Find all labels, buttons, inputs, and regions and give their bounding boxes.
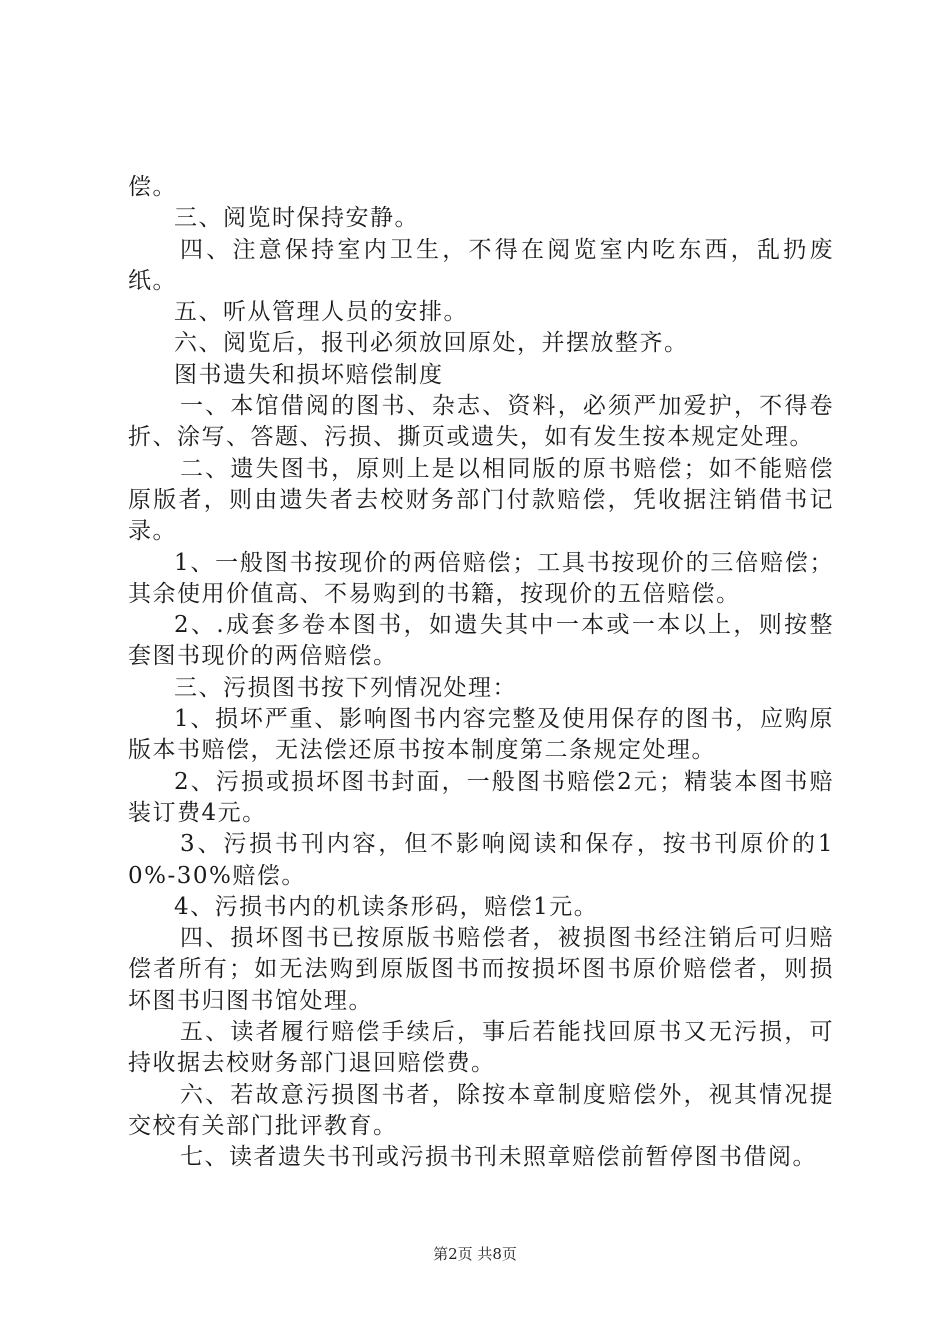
paragraph: 三、污损图书按下列情况处理： bbox=[174, 674, 517, 701]
paragraph: 1、损坏严重、影响图书内容完整及使用保存的图书，应购原版本书赔偿，无法偿还原书按本制度第二条规定处理。 bbox=[128, 706, 834, 764]
paragraph: 4、污损书内的机读条形码，赔偿1元。 bbox=[174, 893, 599, 920]
paragraph: 七、读者遗失书刊或污损书刊未照章赔偿前暂停图书借阅。 bbox=[180, 1144, 817, 1171]
paragraph: 五、听从管理人员的安排。 bbox=[174, 299, 468, 326]
paragraph: 四、注意保持室内卫生，不得在阅览室内吃东西，乱扔废纸。 bbox=[128, 236, 834, 294]
paragraph: 六、阅览后，报刊必须放回原处，并摆放整齐。 bbox=[174, 330, 689, 357]
paragraph: 2、.成套多卷本图书，如遗失其中一本或一本以上，则按整套图书现价的两倍赔偿。 bbox=[128, 612, 834, 670]
paragraph: 3、污损书刊内容，但不影响阅读和保存，按书刊原价的10%-30%赔偿。 bbox=[128, 831, 834, 889]
paragraph: 五、读者履行赔偿手续后，事后若能找回原书又无污损，可持收据去校财务部门退回赔偿费。 bbox=[128, 1019, 834, 1077]
paragraph: 六、若故意污损图书者，除按本章制度赔偿外，视其情况提交校有关部门批评教育。 bbox=[128, 1081, 834, 1139]
paragraph: 二、遗失图书，原则上是以相同版的原书赔偿；如不能赔偿原版者，则由遗失者去校财务部门付款赔偿，凭收据注销借书记录。 bbox=[128, 455, 834, 545]
document-body bbox=[128, 172, 834, 1174]
paragraph: 1、一般图书按现价的两倍赔偿；工具书按现价的三倍赔偿；其余使用价值高、不易购到的书籍，按现价的五倍赔偿。 bbox=[128, 549, 834, 607]
paragraph: 一、本馆借阅的图书、杂志、资料，必须严加爱护，不得卷折、涂写、答题、污损、撕页或遗失，如有发生按本规定处理。 bbox=[128, 393, 834, 451]
paragraph: 三、阅览时保持安静。 bbox=[174, 205, 419, 232]
page-footer: 第2页 共8页 bbox=[433, 1245, 517, 1263]
paragraph: 四、损坏图书已按原版书赔偿者，被损图书经注销后可归赔偿者所有；如无法购到原版图书而按损坏图书原价赔偿者，则损坏图书归图书馆处理。 bbox=[128, 925, 834, 1014]
paragraph: 2、污损或损坏图书封面，一般图书赔偿2元；精装本图书赔装订费4元。 bbox=[128, 768, 834, 826]
section-heading: 图书遗失和损坏赔偿制度 bbox=[174, 361, 444, 388]
paragraph: 偿。 bbox=[128, 174, 177, 200]
